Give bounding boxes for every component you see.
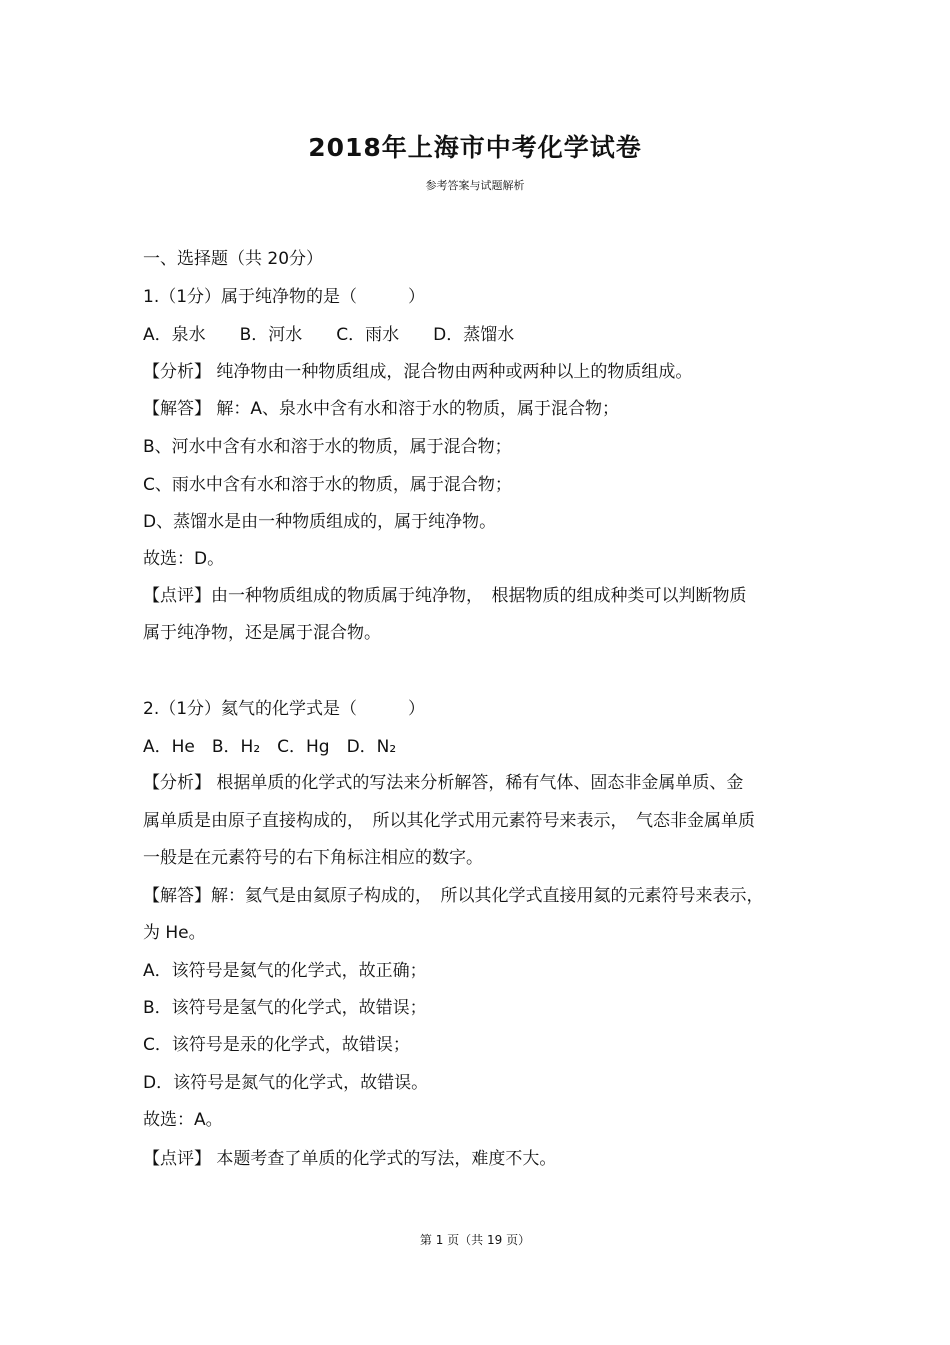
q2-solution-a: A．该符号是氦气的化学式，故正确； (143, 961, 427, 981)
q2-solution-cont: 为 He。 (143, 923, 206, 943)
q2-solution: 【解答】解：氦气是由氦原子构成的， 所以其化学式直接用氦的元素符号来表示， (143, 886, 764, 906)
question-1: 1.（1分）属于纯净物的是（ ） (143, 287, 426, 307)
page-footer: 第 1 页（共 19 页） (419, 1233, 531, 1247)
q2-analysis-cont-2: 一般是在元素符号的右下角标注相应的数字。 (143, 848, 483, 868)
section-heading: 一、选择题（共 20分） (143, 249, 324, 269)
q2-analysis-cont-1: 属单质是由原子直接构成的， 所以其化学式用元素符号来表示， 气态非金属单质 (143, 811, 755, 831)
q2-analysis: 【分析】 根据单质的化学式的写法来分析解答，稀有气体、固态非金属单质、金 (143, 773, 744, 793)
q2-comment: 【点评】 本题考查了单质的化学式的写法，难度不大。 (143, 1149, 557, 1169)
q1-comment: 【点评】由一种物质组成的物质属于纯净物， 根据物质的组成种类可以判断物质 (143, 586, 747, 606)
question-1-options: A．泉水 B．河水 C．雨水 D．蒸馏水 (143, 325, 515, 345)
q1-solution-c: C、雨水中含有水和溶于水的物质，属于混合物； (143, 475, 512, 495)
q1-solution-d: D、蒸馏水是由一种物质组成的，属于纯净物。 (143, 512, 497, 532)
q2-solution-c: C．该符号是汞的化学式，故错误； (143, 1035, 410, 1055)
q1-solution: 【解答】 解：A、泉水中含有水和溶于水的物质，属于混合物； (143, 399, 620, 419)
q1-analysis: 【分析】 纯净物由一种物质组成，混合物由两种或两种以上的物质组成。 (143, 362, 693, 382)
q2-solution-b: B．该符号是氢气的化学式，故错误； (143, 998, 427, 1018)
q2-solution-d: D．该符号是氮气的化学式，故错误。 (143, 1073, 429, 1093)
q1-solution-b: B、河水中含有水和溶于水的物质，属于混合物； (143, 437, 512, 457)
document-subtitle: 参考答案与试题解析 (425, 179, 525, 192)
q2-answer: 故选：A。 (143, 1110, 223, 1130)
q1-answer: 故选：D。 (143, 549, 225, 569)
question-2: 2.（1分）氦气的化学式是（ ） (143, 699, 426, 719)
q1-comment-cont: 属于纯净物，还是属于混合物。 (143, 623, 381, 643)
question-2-options: A．He B．H₂ C．Hg D．N₂ (143, 737, 397, 757)
document-title: 2018年上海市中考化学试卷 (308, 133, 642, 162)
